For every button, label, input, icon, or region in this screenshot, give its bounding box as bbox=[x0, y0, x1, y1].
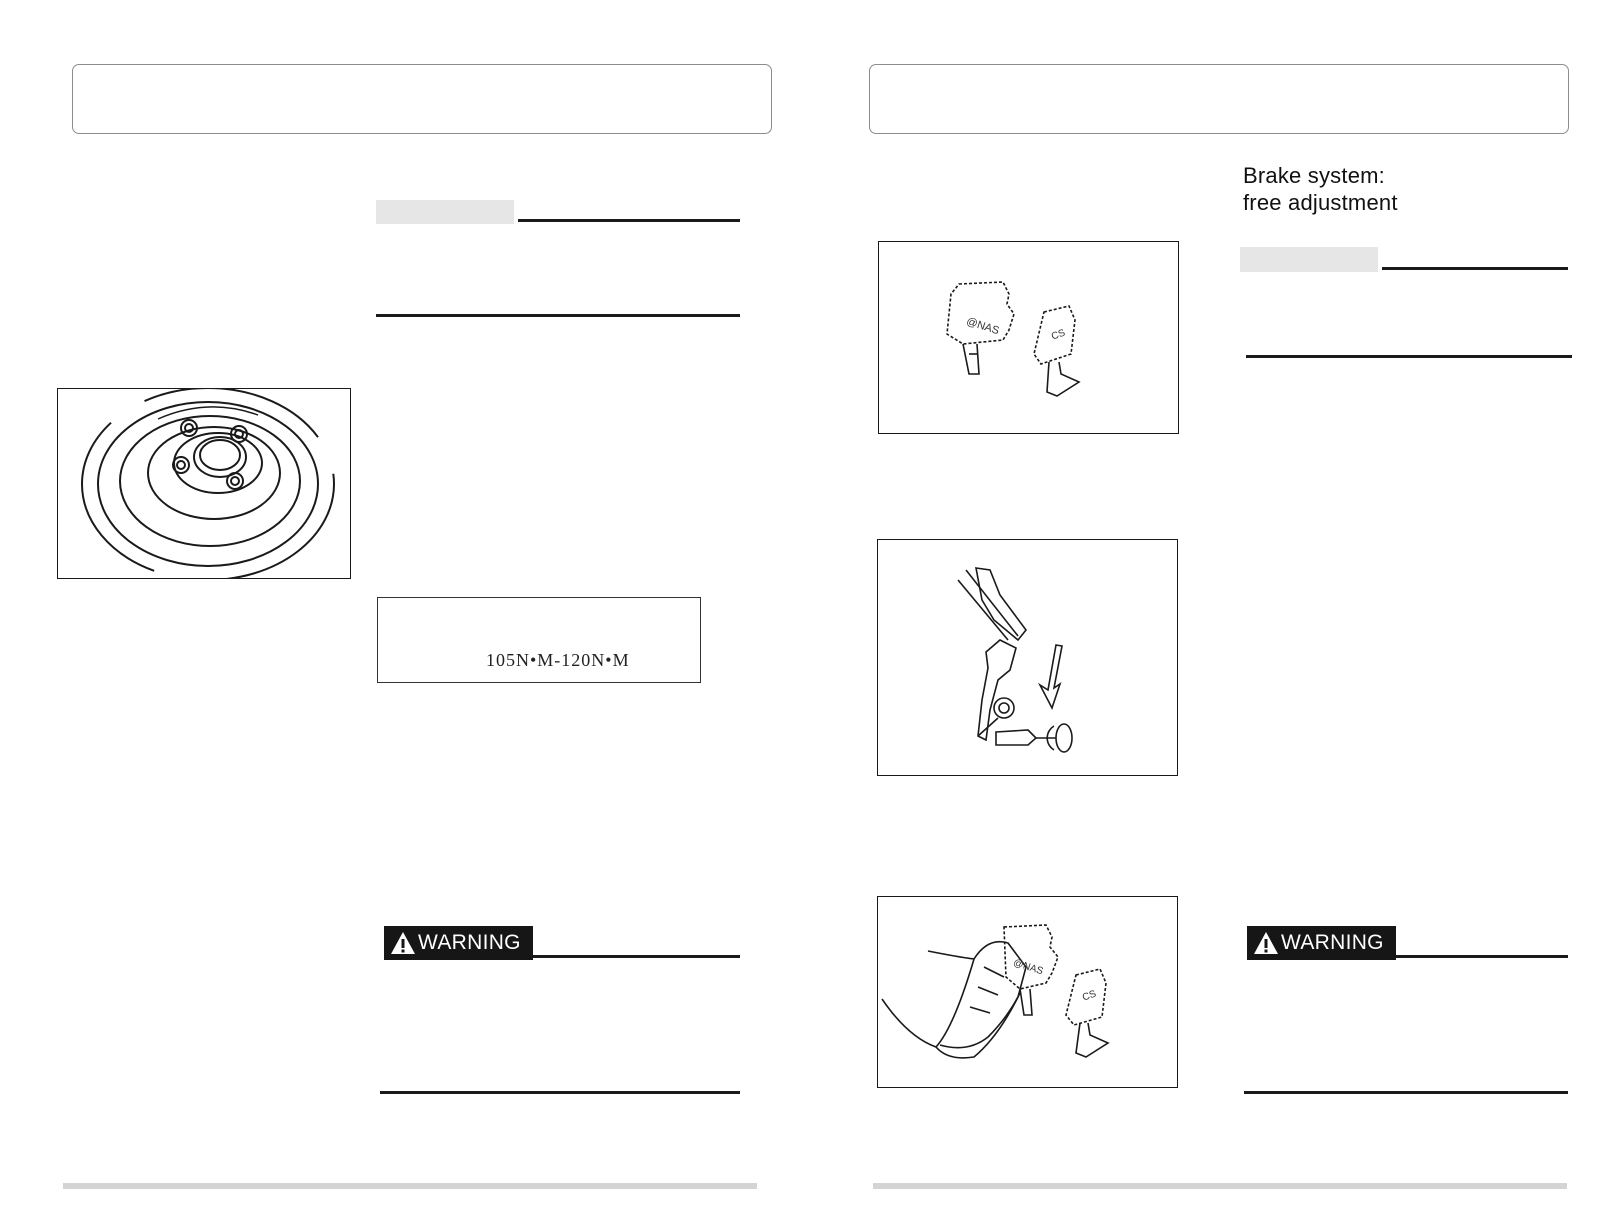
torque-spec-value: 105N•M-120N•M bbox=[486, 650, 630, 670]
left-warning-top-rule bbox=[533, 955, 740, 958]
brake-section-title-line2: free adjustment bbox=[1243, 190, 1398, 215]
left-warning-bottom-rule bbox=[380, 1091, 740, 1094]
warning-triangle-icon bbox=[1253, 931, 1279, 955]
right-page-header-box bbox=[869, 64, 1569, 134]
left-note-top-rule bbox=[518, 219, 740, 222]
right-warning-label bbox=[1247, 926, 1396, 960]
wheel-hub-figure bbox=[57, 388, 351, 579]
right-note-top-rule bbox=[1382, 267, 1568, 270]
svg-text:CS: CS bbox=[1049, 327, 1067, 343]
brake-section-title-line1: Brake system: bbox=[1243, 163, 1385, 188]
right-footer-bar bbox=[873, 1183, 1567, 1189]
brake-pedals-icon bbox=[879, 242, 1178, 433]
foot-on-pedal-icon bbox=[878, 897, 1177, 1087]
left-warning-label bbox=[384, 926, 533, 960]
right-warning-text: WARNING bbox=[1281, 931, 1384, 954]
right-note-bottom-rule bbox=[1246, 355, 1572, 358]
warning-triangle-icon bbox=[390, 931, 416, 955]
brake-pedals-figure bbox=[878, 241, 1179, 434]
wheel-hub-icon bbox=[58, 389, 350, 578]
foot-on-pedal-figure bbox=[877, 896, 1178, 1088]
left-note-bottom-rule bbox=[376, 314, 740, 317]
left-page-header-box bbox=[72, 64, 772, 134]
pedal-linkage-icon bbox=[878, 540, 1177, 775]
right-warning-top-rule bbox=[1396, 955, 1568, 958]
pedal-linkage-figure bbox=[877, 539, 1178, 776]
left-footer-bar bbox=[63, 1183, 757, 1189]
right-warning-bottom-rule bbox=[1244, 1091, 1568, 1094]
right-note-tab bbox=[1240, 247, 1378, 272]
svg-text:@NAS: @NAS bbox=[1011, 957, 1045, 978]
left-warning-text: WARNING bbox=[418, 931, 521, 954]
svg-text:@NAS: @NAS bbox=[964, 315, 1001, 338]
left-note-tab bbox=[376, 200, 514, 224]
torque-spec-box bbox=[377, 597, 701, 683]
svg-text:CS: CS bbox=[1080, 988, 1098, 1004]
brake-section-title bbox=[1243, 162, 1398, 216]
